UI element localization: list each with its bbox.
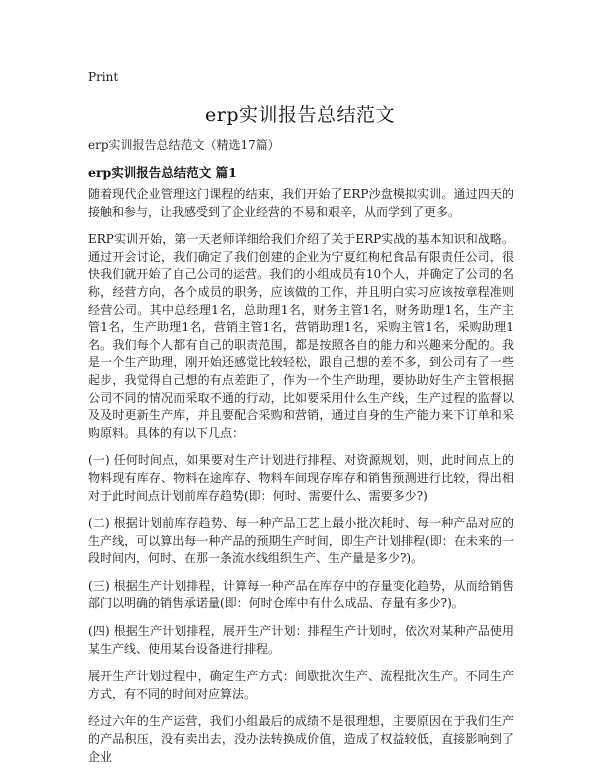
paragraph-point-1: (一) 任何时间点，如果要对生产计划进行排程、对资源规划，则，此时间点上的物料现有库存、物料在途库存、物料车间现存库存和销售预测进行比较，得出相对于此时间点计划前库存趋势(即：何时、需要什么、需要多少?)	[88, 453, 514, 503]
paragraph-point-4: (四) 根据生产计划排程，展开生产计划：排程生产计划时，依次对某种产品使用某生产线、使用某台设备进行排程。	[88, 624, 514, 656]
section-heading: erp实训报告总结范文 篇1	[88, 165, 237, 180]
paragraph-point-2: (二) 根据计划前库存趋势、每一种产品工艺上最小批次耗时、每一种产品对应的生产线，可以算出每一种产品的预期生产时间，即生产计划排程(即：在未来的一段时间内，何时、在那一条流水线组织生产、生产量是多少?)。	[88, 516, 514, 566]
paragraph-point-3: (三) 根据生产计划排程，计算每一种产品在库存中的存量变化趋势，从而给销售部门以明确的销售承诺量(即：何时仓库中有什么成品、存量有多少?)。	[88, 578, 514, 611]
paragraph-summary: 经过六年的生产运营，我们小组最后的成绩不是很理想，主要原因在于我们生产的产品积压，没有卖出去，没办法转换成价值，造成了权益较低，直接影响到了企业	[88, 714, 514, 764]
paragraph-intro: 随着现代企业管理这门课程的结束，我们开始了ERP沙盘模拟实训。通过四天的接触和参与，让我感受到了企业经营的不易和艰辛，从而学到了更多。	[88, 187, 514, 219]
print-link[interactable]: Print	[88, 70, 119, 84]
document-subtitle: erp实训报告总结范文（精选17篇）	[88, 138, 280, 152]
paragraph-production-mode: 展开生产计划过程中，确定生产方式：间歇批次生产、流程批次生产。不同生产方式，有不同的时间对应算法。	[88, 669, 514, 701]
paragraph-training: ERP实训开始，第一天老师详细给我们介绍了关于ERP实战的基本知识和战略。通过开会讨论，我们确定了我们创建的企业为宁夏红枸杞食品有限责任公司，很快我们就开始了自己公司的运营。我们的小组成员有10个人，并确定了公司的名称，经营方向，各个成员的职务，应该做的工作，并且明白实习应该按章程准则经营公司。其中总经理1名，总助理1名，财务主管1名，财务助理1名，生产主管1名，生产助理1名，营销主管1名，营销助理1名，采购主管1名，采购助理1名。我们每个人都有自己的职责范围，都是按照各自的能力和兴趣来分配的。我是一个生产助理，刚开始还感觉比较轻松，跟自己想的差不多，到公司有了一些起步，我觉得自己想的有点差距了，作为一个生产助理，要协助好生产主管根据公司不同的情况而采取不通的行动，比如要采用什么生产线，生产过程的监督以及及时更新生产库，并且要配合采购和营销，通过自身的生产能力来下订单和采购原料。具体的有以下几点：	[88, 232, 514, 440]
page-title: erp实训报告总结范文	[205, 104, 395, 126]
article-body	[88, 186, 514, 776]
